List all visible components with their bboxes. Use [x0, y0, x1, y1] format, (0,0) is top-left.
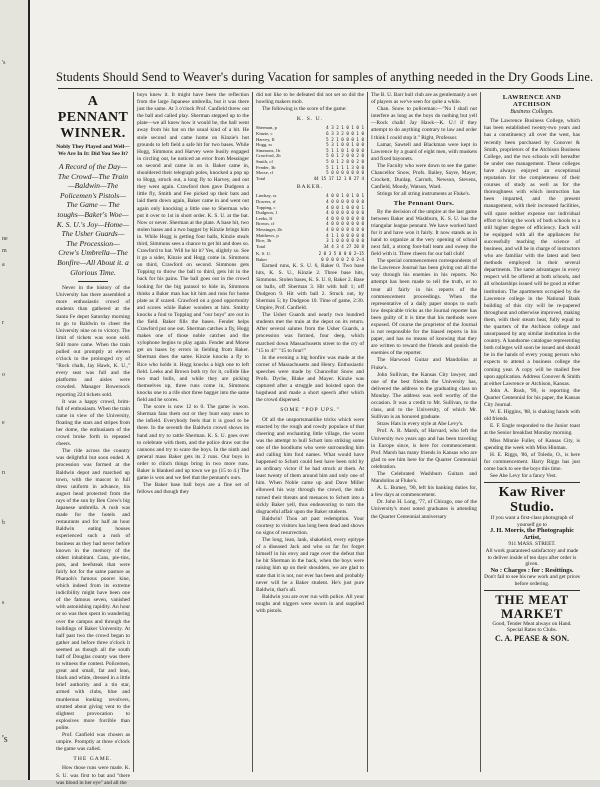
spine-fragment: a [2, 262, 5, 268]
article-deck: A Record of the Day—The Crowd—The Train—Baldwin—The Policemen's Pistols—The Game — The toughs—Baker's Woe—K. S. U.'s Joy—Home—The Usher Guards—The Procession—Crew's Umbrella—The Bonfire—All About it. a Glorious Time. [56, 162, 130, 277]
ad-proprietor: C. A. PEASE & SON. [494, 633, 569, 643]
spine-fragment: 's [2, 734, 8, 745]
paragraph: By the decision of the umpire at the last game between Baker and Washburn, K. S. U. has the triangular league pennant. We have worked hard for it and have won it fairly. It now stands as in hand to organize at the very opening of school next fall, a strong foot-ball team and sweep the field with it. Three cheers for our ball club! [371, 208, 477, 258]
paragraph: See Abe Levy for a fancy Vest. [490, 472, 557, 479]
paragraph: How those runs were made. K. S. U. was first to bat and "there was blood in her eye" and all the [56, 765, 130, 786]
score-cell-name: Leeks, If [256, 215, 273, 221]
score-cell-values: 0 0 0 0 0 2 0 2—4 [321, 256, 364, 262]
paragraph: John Sullivan, the Kansas City lawyer, and one of the best friends the University has, delivered the address to the graduating class on Monday. The address was well worthy of the occasion. It was a credit to Mr. Sullivan, to the class, and to the University, of which Mr. Sullivan is an honored graduate. [371, 371, 477, 421]
paragraph: Chan. Snow to policeman:—"No I shall not interfere as long as the boys do nothing but yell—Rock chalk! Jay Hawk—K. U.! if they attempt to do anything contrary to law and order I think I could stop it." Right, Professor. [371, 106, 477, 141]
score-cell-values: 5 1 1 0 1 0 0 0 [326, 147, 364, 153]
spine-fragment: n [2, 470, 5, 476]
ad-text: If you want a first-class photograph of yourself go to [490, 515, 574, 528]
section-head: LAWRENCE AND ATCHISON [502, 94, 562, 109]
ad-text: Good, Tender Meat always on Hand. Special Rates to Clubs. [492, 620, 572, 634]
score-cell-name: Brown, cf [256, 221, 275, 227]
score-row [256, 244, 364, 250]
paragraph: boys knew it. It might have been the reflection from the large Japanese umbrella, but it was there just the same. At 3 o'clock Prof. Canfield threw out the ball and called play. Sherman stepped up to the plate—we all knew how it would be, the ball went away from his bat on the usual kind of a hit. He stole second and came home on Kinzie's hot grounds to left field a safe hit for two bases. While Hogg, Simmons and Harvey were busily engaged in circling out, he noticed an error from Messinger on second and came in on it. Baker came in, shouldered their telegraph poles, knocked a pop up to Hogg, struck out, a long fly to Harvey, and out they went again. Crawford then gave Dudgeon a little fly, Smith and Fee picked up their bats and laid them down again, Baker came in and went out again only knocking a little one to Sherman who put it over to 1st in short order. K. S. U. at the bat. Now or never. Sherman at the plate. A base hit, two stolen bases and a two bagger by Kinzie brings him in. While Hogg is getting four balls, Kinzie steals third, Simmons sees a chance to get hit and does so. Crawford to bat. Will he hit it? Yes, slightly so. See it go a sider, Kinzie and Hogg come in. Simmons on third, Crawford on second. Simmons gets Topping to throw the ball to third, gets hit in the back for his pains. The ball goes out in the crowd looking for the big parasol to hide in, Simmons thinks a Baker man has hit him and runs for home plate as if scared. Crawford on a good opportunity and scores while Baker wonders at him. Smithy knocks a foul to Topping and "our boys" are out in the field. Baker fills the bases. Fender helps Crawford put one out. Sherman catches a fly, Hogg makes one of those noble catches and the xylophone begins to play again. Fender and Morse get on bases by errors in fielding from Baker. Sherman does the same. Kinzie knocks a fly to Rice who holds it. Hogg knocks a high one to left field. Leeks and Brown both try for it, collide like two mad bulls, and while they are picking themselves up, three runs come in, Simmons knocks one to a rife shot three bagger into the same field and he scores. [137, 92, 249, 404]
paragraph: The Lawrence Business College, which has been established twenty-two years and has a constituency all over the west, has recently been purchased by Conover & Smith, proprietors of the Atchison Business College, and the two schools will hereafter be under one management. These colleges have always enjoyed an exceptional reputation for the completeness of their courses of study as well as for the thoroughness with which instruction has been imparted, and the present management, with their increased facilities, will spare neither expense nor individual effort to bring the work of both schools to a still higher degree of efficiency. Each will be equipped with all the appliances for successfully teaching the science of business, and will be in charge of instructors who are familiar with the latest and best methods employed in their several departments. The same advantages in every respect will be offered at both schools, and all scholarships issued will be good at either institution. The apartments occupied by the Lawrence college in the National Bank building of this city will be re-papered throughout and otherwise improved, making them, with their steam heat, fully equal to the quarters of the Atchison college and unsurpassed by any similar institution in the country. A handsome catalogue representing both colleges will soon be issued and should be in the hands of every young person who expects to attend a business college the coming year. A copy will be mailed free upon application. Address Conover & Smith at either Lawrence or Atchison, Kansas. [484, 118, 581, 387]
section-head: SOME "POP UPS." [280, 407, 340, 414]
column-divider [133, 92, 134, 772]
spine-fragment: 's [2, 60, 6, 66]
adjacent-page-strip [0, 0, 30, 780]
score-cell-values: 5 0 1 2 0 0 2 0 [326, 153, 364, 159]
paragraph: A. L. Burney, '90, left his banking duties for, a few days at commencement. [371, 485, 477, 499]
spine-fragment: o [2, 372, 5, 378]
score-cell-values: 44 15 17 12 1 8 27 4 [313, 175, 364, 181]
article-headline: A PENNANT WINNER. [57, 94, 129, 141]
score-cell-values: 4 0 0 0 0 0 0 0 [326, 215, 364, 221]
paragraph: The score is now 12 to 0. The game is won. Sherman fans them out or they bunt easy ones to the infield. Everybody feels that it is good to be there. In the seventh the Baldwin crowd shows its hand and try to rattle Sherman. K. S. U. goes over to celebrate with them, and the police draw out the cannons and try to scare the boys. In the ninth and general mass Baker gets its 2 runs. Our boys in order to clinch things bring in two more runs. Baker is blanked and up town we go (15 to 4.) The game is won and we feel that the pennant's ours. [137, 404, 249, 482]
ad-title: THE MEAT MARKET [495, 591, 569, 621]
score-cell-name: Dowers, rf [256, 199, 276, 204]
score-cell-values: 4 0 0 0 0 0 0 0 [326, 226, 364, 232]
score-cell-name: Harvey, If [256, 136, 275, 142]
spine-fragment: m [2, 248, 7, 254]
score-cell-name: Lindsay, ss [256, 193, 277, 199]
spine-fragment: s [2, 600, 5, 606]
advertisement-studio [484, 482, 580, 588]
paragraph: Of all the unsportsmanlike tricks which were enacted by the rough and rowdy populace of that cheering and enchanting little village, the worst was the attempt to bull Schott into striking some one of the hoodlums who were surrounding him and calling him foul names. What would have happened to Schott could best have been told by an ordinary victor if he had struck at them. At least twenty of them around him and only one of him. When Noble came up and Dave Miller elbowed his way through the crowd, the mob turned their threats and menaces to Schott into a sickly Baker yell, thus endeavoring to turn the disgraceful affair upon the Baker students. [256, 416, 364, 515]
paragraph: Baldwin! Thou art past redemption. Your courtesy to visitors has long been dead and shows no signs of resurrection. [256, 515, 364, 536]
paragraph: The Faculty who were down to see the game: Chancellor Snow, Profs. Bailey, Sayre, Mayer, Crockett, Dunlap, Carruth, Newson, Stevens, Canfield, Moody, Watson, Ward. [371, 162, 477, 191]
score-head-ku: K. S. U. [296, 116, 324, 123]
score-cell-values: 5 1 1 1 1 3 0 0 [326, 164, 364, 170]
section-head: The Pennant Ours. [393, 200, 455, 208]
score-head-baker: BAKER. [296, 184, 324, 191]
score-cell-name: Matthews, p [256, 232, 279, 238]
paragraph: The Celebrated Washburn Guitars and Mandolins at Fluke's. [371, 470, 477, 485]
paragraph: John A. Rush, '90, is reporting the Quarter Centennial for his paper, the Kansas City Journal. [484, 387, 580, 409]
score-cell-values: 6 3 3 2 0 0 1 0 [326, 130, 364, 136]
paragraph: The Usher Guards and nearly two hundred students met the train at the depot on its return. After several salutes from the Usher Guards, a procession was formed, four deep, which marched down Massachusetts street to the cry of "15 to 4!" "15 to four!" [256, 312, 364, 354]
score-cell-name: Smith, cf [256, 158, 273, 164]
paragraph: It was a happy crowd, brim-full of enthusiasm. When the train came in view of the University, floating the stars and stripes from her dome, the enthusiasm of the crowd broke forth in repeated cheers. [56, 398, 130, 448]
score-cell-name: Rice, 3b [256, 238, 272, 244]
score-cell-values: 4 3 2 1 0 1 0 1 [326, 125, 364, 131]
paragraph: Prof. Canfield was chosen as umpire. Promptly at three o'clock the game was called. [56, 732, 130, 753]
divider [78, 281, 108, 282]
advertisement-meat-market [484, 590, 580, 644]
column-1 [56, 92, 130, 786]
spine-fragment: r [2, 320, 4, 326]
paragraph: The Harwood Guitar and Mandolins at Fluke's. [371, 357, 477, 371]
paragraph: Earned runs, K. S. U. 6, Baker 0. Two base hits, K. S. U., Kinzie 2. Three base hits, Simmons. Stolen bases, K. S. U. 8, Baker 2. Base on balls, off Sherman 3. Hit with ball 1; off Dudgeon 9. Hit with ball 2. Struck out, by Sherman 5; by Dudgeon 10. Time of game, 2:30. Umpire, Prof. Canfield. [256, 262, 364, 312]
score-cell-name: Fender, 3b [256, 164, 276, 170]
paragraph: Prof. A. R. Marsh, of Harvard, who left the University two years ago and has been traveling in Europe since, is here for commencement. Prof. Marsh has many friends in Kansas who are glad to see him here for the Quarter Centennial celebration. [371, 428, 477, 470]
paragraph: The Baker base ball boys are a fine set of fellows and though they [137, 482, 249, 496]
box-score-baker [256, 193, 364, 249]
article-subhead: Nobly They Played and Well—We Are In It: Did You See It? [56, 144, 130, 157]
paragraph: The B. U. Barr bull club are as gentlemanly a set of players as we've seen for quite a while. [371, 92, 477, 106]
column-divider [480, 92, 481, 772]
score-cell-values: 5 3 1 0 0 1 0 0 [326, 142, 364, 148]
score-cell-values: 4 1 1 0 0 0 0 0 [326, 232, 364, 238]
paragraph: Strings for all string instruments at Fluke's. [377, 191, 471, 198]
column-4 [371, 92, 477, 776]
column-divider [252, 92, 253, 772]
score-cell-values: 5 0 1 2 0 0 2 0 [326, 158, 364, 164]
column-5 [484, 92, 580, 776]
score-cell-values: 34 4 3 4 27 20 8 [323, 243, 364, 249]
paragraph: H. E. Riggs, '86, of Toledo, O., is here for commencement. Harry Riggs has just come back to see the boys this time. [484, 451, 580, 472]
score-cell-values: 4 0 0 0 0 0 0 0 [326, 199, 364, 204]
ad-photographer: J. H. Morris, the Photographic Artist, [490, 527, 574, 541]
score-cell-name: Messinger, 2b [256, 226, 282, 232]
section-head: THE GAME. [73, 756, 113, 763]
score-cell-name: Topping, c [256, 204, 276, 210]
score-cell-values: 4 0 0 0 0 0 0 0 [326, 210, 364, 216]
column-divider [367, 92, 368, 772]
ad-text: Don't fail to see his new work and get prices before ordering. [484, 574, 580, 587]
paragraph: Dr. John H. Long, '77, of Chicago, one of the University's most noted graduates is attending the Quarter Centennial anniversary [371, 499, 477, 520]
score-cell-name: Sherman, p [256, 125, 277, 131]
innings-line [256, 251, 364, 262]
score-cell-name: K. S. U. [256, 251, 271, 257]
score-cell-values: 3 1 0 0 0 0 0 0 [326, 238, 364, 244]
ad-text: All work guaranteed satisfactory and made to deliver inside of ten days after order is given. [485, 548, 579, 568]
score-cell-name: Simmons, 1b [256, 147, 281, 153]
paragraph: Miss Minnie Fuller, of Kansas City, is spending the week with Miss Hinman. [484, 437, 580, 451]
spine-fragment: ne [2, 236, 8, 242]
paragraph: E. F. Engle responded to the Junior toast at the Senior breakfast Monday morning. [484, 423, 580, 437]
score-cell-name: Total [256, 243, 266, 249]
score-cell-values: 4 0 0 1 0 1 0 1 [326, 193, 364, 199]
score-cell-name: Morse, rf [256, 170, 274, 176]
score-cell-values: 4 0 0 0 0 0 0 0 [326, 221, 364, 227]
score-cell-name: Total [256, 175, 266, 181]
paragraph: The special commencement correspondents of the Lawrence Journal has been giving out all the way through his enemies in his reports. No attempt has been made to tell the truth, or to treat all fairly in his reports of the commencement proceedings. When the representative of a daily paper stoops to such low despicable tricks as the Journal reporter has been guilty of it is time that his methods were exposed. Of course the proprietor of the Journal is not responsible for the biased reports in his paper, and has no means of knowing that they are written to reward the friends and punish the enemies of the reporter. [371, 258, 477, 357]
spine-fragment: b [2, 520, 5, 526]
paragraph: The following is the score of the game: [262, 106, 347, 113]
section-subhead: Business Colleges. [510, 109, 554, 116]
score-cell-values: 2 0 3 5 0 0 0 2—15 [318, 251, 364, 257]
paragraph: In the evening a big bonfire was made at the corner of Massachusetts and Henry. Enthusiastic speeches were made by Chancellor Snow and Profs. Dyche, Blake and Mayer. Kinzie was captured after a struggle and hoisted upon the hogshead and made a short speech after which the crowd dispersed. [256, 354, 364, 404]
score-cell-name: Kinzie, c [256, 130, 273, 136]
paragraph: did not like to be defeated did not set so did the howling makers mob. [256, 92, 364, 106]
score-cell-name: Baker [256, 256, 267, 262]
score-row [256, 176, 364, 182]
paragraph: Never in the history of the University has there assembled a more enthusiastic crowd of students than gathered at the Santa Fe depot Saturday morning to go to Baldwin to cheer the University nine on to victory. The limit of tickets was soon sold. Still more came. When the train pulled out promptly at eleven o'clock to the prolonged cry of "Rock chalk, Jay Hawk, K. U.," every seat was full and the platforms and aisles were crowded. Manager Bowersock reporting 224 tickets sold. [56, 285, 130, 398]
paragraph: The long, lean, lank, shakebird, every epitype of a diseased Jack and who so far for forget himself in his envy and rage over the defeat that he hit Sherman in the back, when the boys were raising him up on their shoulders, we are glad to state that it is not, nor ever has been and probably never will be a Baker student. He's just pure Baldwin, that's all. [256, 537, 364, 593]
paragraph: W. E. Higgins, '88, is shaking hands with old friends. [484, 409, 580, 423]
column-3 [256, 92, 364, 776]
paragraph: The ride across the country was delightful but soon ended. A procession was formed at the Baldwin depot and marched up town, with the mascot in full dress uniform in advance, his august head protected from the rays of the sun by Ben Crew's big Japanese umbrella. A rush was made for the hotels and restaurants and for half an hour Baldwin eating houses experienced such a rush of business as they had never before known in the memory of the oldest inhabitant. Cans, pie-tins, pots, and beefsteak that were fairly hot for the same pasture as Pharaoh's famous poorer kine, which indeed from its extreme indicibility might have been one of the famous seven, vanished with astonishing rapidity. An hour or so was then spent in wandering over the campus and through the buildings of Baker University. At half past two the crowd began to gather and before three o'clock it seemed as though all the south half of Douglas county was there to witness the contest. Policemen, great and small, fat and lean, black and white, dressed in a little brief authority and a tin star, armed with clubs, blue and murderous looking revolvers, strutted about giving vent to the slightest provocation to explosives more forcible than polite. [56, 448, 130, 731]
score-cell-values: 5 2 1 0 0 0 1 0 [326, 136, 364, 142]
banner-headline: Students Should Send to Weaver's during Vacation for samples of anything needed in the Dry Goods Line. [56, 70, 594, 84]
ad-title: Kaw River Studio. [498, 485, 566, 516]
ad-address: 911 MASS. STREET. [508, 541, 556, 548]
score-cell-values: 4 0 0 1 0 0 0 1 [326, 204, 364, 210]
paragraph: Lamar, Sawtell and Blackman were kept in Lawrence by a guard of eight men, with muskets and fixed bayonets. [371, 141, 477, 162]
banner-rule [58, 88, 574, 89]
paragraph: Straw Hats in every style at Abe Levy's. [377, 421, 464, 428]
score-cell-values: 5 0 0 0 0 0 0 0 [326, 170, 364, 176]
box-score-ku [256, 125, 364, 181]
score-cell-name: Hogg, ss [256, 142, 273, 148]
column-2 [137, 92, 249, 776]
paragraph: Baldwin you are over run with police. All your toughs and niggers were sworn in and supplied with pistols. [256, 593, 364, 615]
score-cell-name: Dudgeon, 1 [256, 210, 278, 216]
ad-charges: No : Charges : for : Resittings. [490, 566, 574, 574]
score-cell-name: Crawford, 2b [256, 153, 281, 159]
spine-fragment: e [2, 420, 5, 426]
